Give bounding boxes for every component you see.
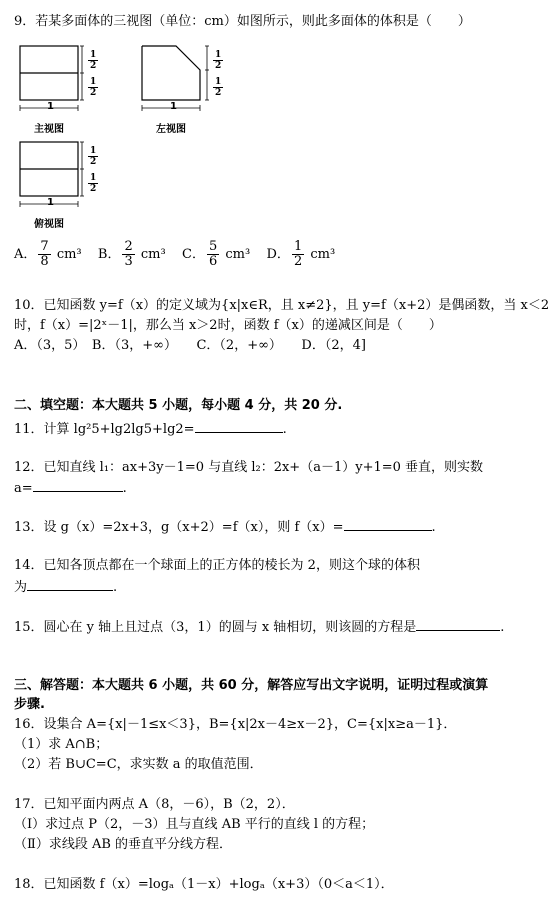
q15-answer-blank[interactable] — [416, 618, 500, 631]
q12-line1: 12．已知直线 l₁：ax+3y－1=0 与直线 l₂：2x+（a－1）y+1=0 垂直，则实数 — [14, 460, 484, 475]
q16-part1: （1）求 A∩B； — [14, 737, 109, 752]
q12-answer-blank[interactable] — [33, 479, 123, 492]
top-view-figure — [16, 140, 116, 212]
q15: 15．圆心在 y 轴上且过点（3，1）的圆与 x 轴相切，则该圆的方程是 . — [14, 620, 505, 635]
option-c: C． $\frac{5}{6}$ cm³ — [182, 239, 251, 269]
q14-line2: 为 . — [14, 580, 118, 595]
q9-options — [14, 238, 335, 272]
front-dim-half-top: $\frac{1}{2}$ — [90, 50, 97, 71]
q10-options: A．（3，5） B．（3，+∞） C．（2，+∞） D．（2，4] — [14, 338, 366, 353]
q9-stem: 9．若某多面体的三视图（单位：cm）如图所示，则此多面体的体积是（ ） — [14, 14, 471, 29]
side-dim-half-top: $\frac{1}{2}$ — [215, 50, 222, 71]
front-dim-half-bottom: $\frac{1}{2}$ — [90, 77, 97, 98]
q11-answer-blank[interactable] — [195, 420, 283, 433]
q10-line2: 时，f（x）=|2ˣ－1|，那么当 x＞2时，函数 f（x）的递减区间是（ ） — [14, 318, 442, 333]
option-b: B． $\frac{2}{3}$ cm³ — [97, 239, 166, 269]
q14-line1: 14．已知各顶点都在一个球面上的正方体的棱长为 2，则这个球的体积 — [14, 558, 420, 573]
q11: 11．计算 lg²5+lg2lg5+lg2= . — [14, 422, 287, 437]
q13: 13．设 g（x）=2x+3，g（x+2）=f（x），则 f（x）= . — [14, 520, 436, 535]
q18: 18．已知函数 f（x）=logₐ（1－x）+logₐ（x+3）（0＜a＜1）． — [14, 877, 394, 892]
top-view-label: 俯视图 — [34, 219, 64, 230]
side-dim-one: 1 — [170, 101, 177, 112]
q14-answer-blank[interactable] — [27, 578, 113, 591]
q12-line2: a= . — [14, 481, 127, 496]
q10-line1: 10．已知函数 y=f（x）的定义域为{x|x∈R，且 x≠2}，且 y=f（x+2）是偶函数，当 x＜2 — [14, 298, 550, 313]
side-dim-half-bottom: $\frac{1}{2}$ — [215, 77, 222, 98]
front-view-figure — [16, 44, 116, 116]
top-dim-half-bottom: $\frac{1}{2}$ — [90, 173, 97, 194]
side-view-label: 左视图 — [156, 124, 186, 135]
q13-answer-blank[interactable] — [344, 518, 432, 531]
q16-stem: 16．设集合 A={x|－1≤x＜3}，B={x|2x－4≥x－2}，C={x|x≥a－1}． — [14, 717, 457, 732]
top-dim-half-top: $\frac{1}{2}$ — [90, 146, 97, 167]
front-dim-one: 1 — [47, 101, 54, 112]
q17-part1: （Ⅰ）求过点 P（2，－3）且与直线 AB 平行的直线 l 的方程； — [14, 817, 375, 832]
q17-part2: （Ⅱ）求线段 AB 的垂直平分线方程． — [14, 837, 233, 852]
q17-stem: 17．已知平面内两点 A（8，－6），B（2，2）． — [14, 797, 295, 812]
q16-part2: （2）若 B∪C=C，求实数 a 的取值范围． — [14, 757, 263, 772]
section2-heading: 二、填空题：本大题共 5 小题，每小题 4 分，共 20 分. — [14, 398, 343, 413]
section3-heading-line1: 三、解答题：本大题共 6 小题，共 60 分，解答应写出文字说明，证明过程或演算 — [14, 678, 489, 693]
top-dim-one: 1 — [47, 197, 54, 208]
front-view-label: 主视图 — [34, 124, 64, 135]
option-d: D． $\frac{1}{2}$ cm³ — [266, 239, 336, 269]
option-a: A． $\frac{7}{8}$ cm³ — [14, 239, 82, 269]
section3-heading-line2: 步骤. — [14, 697, 45, 712]
